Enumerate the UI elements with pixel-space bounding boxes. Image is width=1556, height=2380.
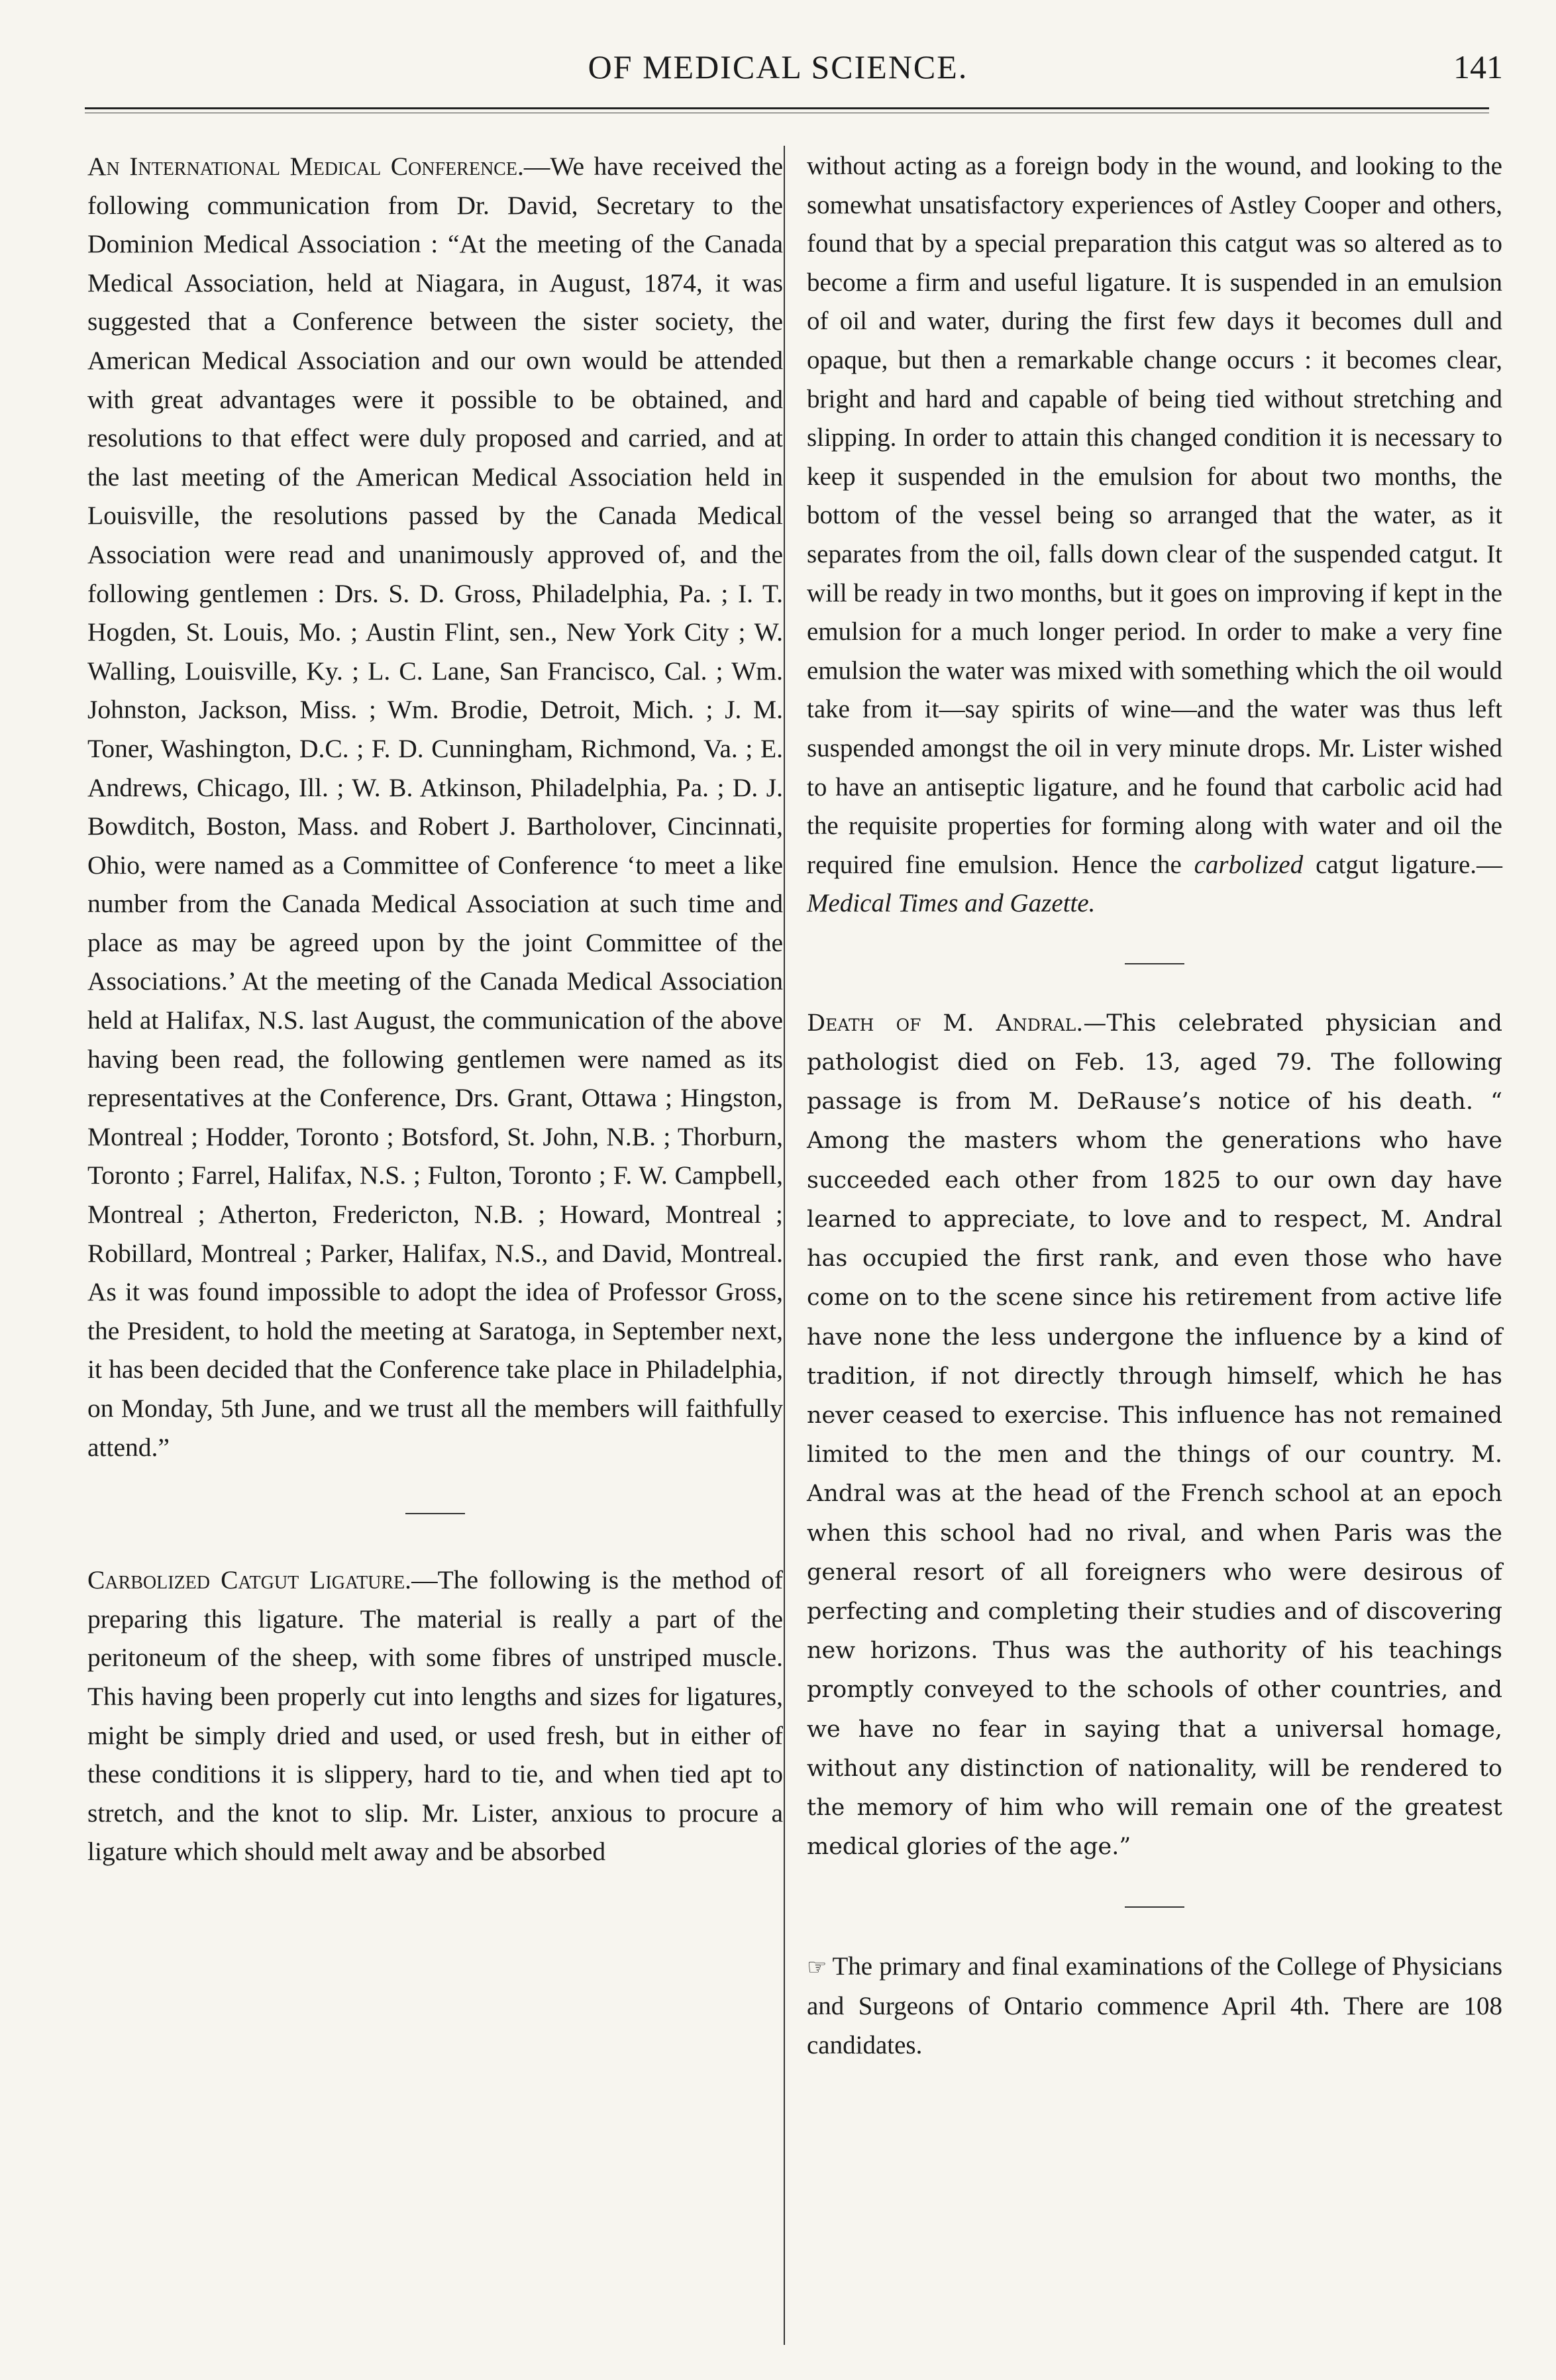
andral-body: —This celebrated physician and pathologist died on Feb. 13, aged 79. The following passage is from M. DeRause’s notice of his death. “ Among the masters whom the generations who have succeeded each other from 1825 to our own day have learned to appreciate, to love and to respect, M. Andral has occupied the first rank, and even those who have come on to the scene since his retirement from active life have none the less undergone the influence by a kind of tradition, if not directly through himself, which he has never ceased to exercise. This influence has not remained limited to the men and the things of our country. M. Andral was at the head of the French school at an epoch when this school had no rival, and when Paris was the general resort of all foreigners who were desirous of perfecting and completing their studies and of discovering new horizons. Thus was the authority of his teachings promptly conveyed to the schools of other countries, and we have no fear in saying that a universal homage, without any distinction of nationality, will be rendered to the memory of him who will remain one of the greatest medical glories of the age.” [807,1009,1502,1861]
catgut-title: Carbolized Catgut Ligature. [87,1565,412,1595]
article-separator [1125,963,1184,964]
conference-body: —We have received the following communication from Dr. David, Secretary to the Dominion Medical Association : “At the meeting of the Canada Medical Association, held at Niagara, in August, 1874, it was suggested that a Conference between the sister society, the American Medical Association and our own would be attended with great advantages were it possible to be obtained, and resolutions to that effect were duly proposed and carried, and at the last meeting of the American Medical Association held in Louisville, the resolutions passed by the Canada Medical Association were read and unanimously approved of, and the following gentlemen : Drs. S. D. Gross, Philadelphia, Pa. ; I. T. Hogden, St. Louis, Mo. ; Austin Flint, sen., New York City ; W. Walling, Louisville, Ky. ; L. C. Lane, San Francisco, Cal. ; Wm. Johnston, Jackson, Miss. ; Wm. Brodie, Detroit, Mich. ; J. M. Toner, Washington, D.C. ; F. D. Cunningham, Richmond, Va. ; E. Andrews, Chicago, Ill. ; W. B. Atkinson, Philadelphia, Pa. ; D. J. Bowditch, Boston, Mass. and Robert J. Bartholover, Cincinnati, Ohio, were named as a Committee of Conference ‘to meet a like number from the Canada Medical Association at such time and place as may be agreed upon by the joint Committee of the Associations.’ At the meeting of the Canada Medical Association held at Halifax, N.S. last August, the communication of the above having been read, the following gentlemen were named as its representatives at the Conference, Drs. Grant, Ottawa ; Hingston, Montreal ; Hodder, Toronto ; Botsford, St. John, N.B. ; Thorburn, Toronto ; Farrel, Halifax, N.S. ; Fulton, Toronto ; F. W. Campbell, Montreal ; Atherton, Fredericton, N.B. ; Howard, Montreal ; Robillard, Montreal ; Parker, Halifax, N.S., and David, Montreal. As it was found impossible to adopt the idea of Professor Gross, the President, to hold the meeting at Saratoga, in September next, it has been decided that the Conference take place in Philadelphia, on Monday, 5th June, and we trust all the members will faithfully attend.” [87,152,783,1462]
andral-title: Death of M. Andral. [807,1009,1084,1037]
right-column [807,147,1502,2065]
column-divider [784,146,785,2345]
catgut-body-left: —The following is the method of preparing this ligature. The material is really a part of the peritoneum of the sheep, with some fibres of unstriped muscle. This having been properly cut into lengths and sizes for ligatures, might be simply dried and used, or used fresh, but in either of these conditions it is slippery, hard to tie, and when tied apt to stretch, and the knot to slip. Mr. Lister, anxious to procure a ligature which should melt away and be absorbed [87,1565,783,1867]
examinations-notice [807,1947,1502,2065]
examinations-body: The primary and final examinations of the College of Physicians and Surgeons of Ontario commence April 4th. There are 108 candidates. [807,1952,1502,2059]
catgut-italic-term: carbolized [1194,850,1304,879]
catgut-tail: catgut ligature.— [1316,850,1503,879]
conference-article [87,147,783,1467]
header-rule [85,107,1489,115]
andral-article [807,1004,1502,1867]
left-column [87,147,783,1871]
article-separator [1125,1906,1184,1908]
article-separator [405,1513,465,1514]
conference-title: An International Medical Conference. [87,152,524,181]
pointing-hand-icon: ☞ [807,1954,827,1981]
catgut-body-right: without acting as a foreign body in the wound, and looking to the somewhat unsatisfactory experiences of Astley Cooper and others, found that by a special preparation this catgut was so altered as to become a firm and useful ligature. It is suspended in an emulsion of oil and water, during the first few days it becomes dull and opaque, but then a remarkable change occurs : it becomes clear, bright and hard and capable of being tied without stretching and slipping. In order to attain this changed condition it is necessary to keep it suspended in the emulsion for about two months, the bottom of the vessel being so arranged that the water, as it separates from the oil, falls down clear of the suspended catgut. It will be ready in two months, but it goes on improving if kept in the emulsion for a much longer period. In order to make a very fine emulsion the water was mixed with something which the oil would take from it—say spirits of wine—and the water was thus left suspended amongst the oil in very minute drops. Mr. Lister wished to have an antiseptic ligature, and he found that carbolic acid had the requisite properties for forming along with water and oil the required fine emulsion. Hence the [807,152,1502,879]
catgut-source: Medical Times and Gazette. [807,889,1096,918]
running-header: OF MEDICAL SCIENCE. [588,48,968,85]
page-number: 141 [1453,48,1503,85]
catgut-article [87,1561,783,1871]
catgut-continuation [807,147,1502,923]
